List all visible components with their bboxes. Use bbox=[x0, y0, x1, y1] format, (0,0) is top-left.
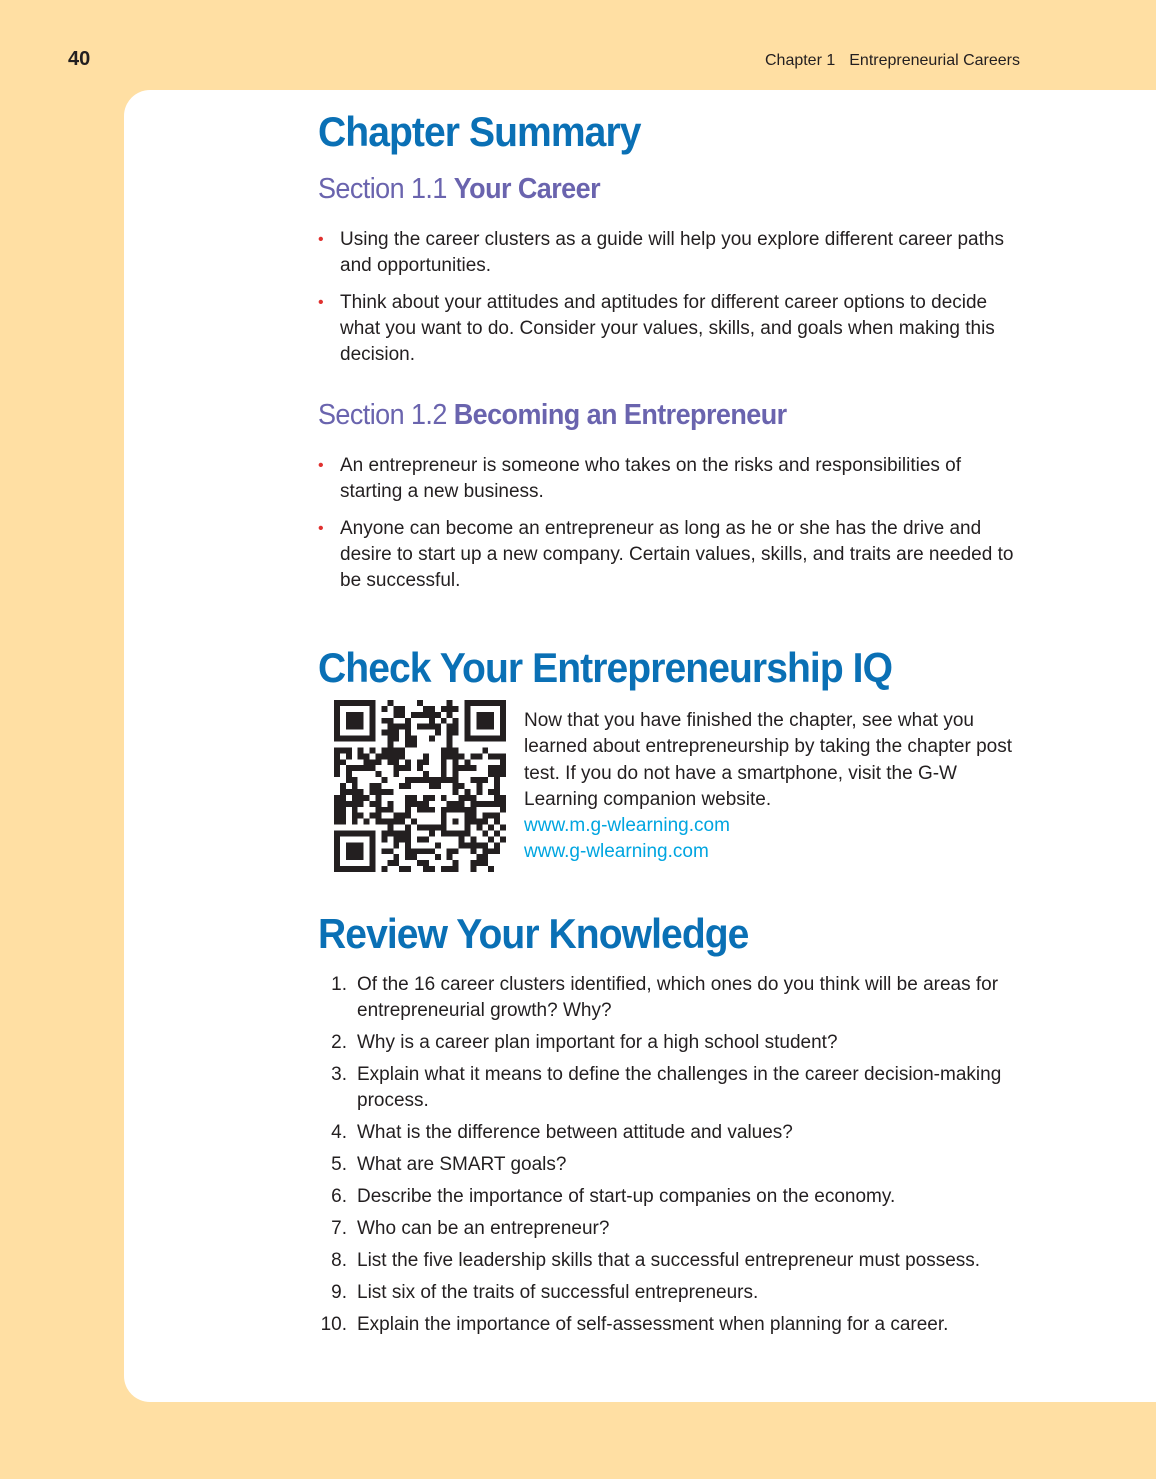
running-head bbox=[765, 52, 1020, 70]
question-number: 2. bbox=[331, 1032, 347, 1053]
list-item bbox=[318, 516, 1018, 594]
review-question bbox=[318, 1184, 1018, 1210]
review-question bbox=[318, 1248, 1018, 1274]
question-number: 7. bbox=[331, 1218, 347, 1239]
section-prefix: Section 1.1 bbox=[318, 173, 447, 205]
question-text: What is the difference between attitude and values? bbox=[357, 1122, 793, 1143]
mobile-website-link[interactable]: www.m.g-wlearning.com bbox=[524, 815, 730, 837]
question-number: 9. bbox=[331, 1282, 347, 1303]
bullet-icon: • bbox=[318, 457, 324, 474]
bullet-icon: • bbox=[318, 294, 324, 311]
question-number: 8. bbox=[331, 1250, 347, 1271]
question-text: List six of the traits of successful entrepreneurs. bbox=[357, 1282, 759, 1303]
review-question bbox=[318, 972, 1018, 1024]
review-question bbox=[318, 1120, 1018, 1146]
question-text: Who can be an entrepreneur? bbox=[357, 1218, 610, 1239]
question-number: 3. bbox=[331, 1064, 347, 1085]
question-number: 1. bbox=[331, 974, 347, 995]
bullet-text: Using the career clusters as a guide will help you explore different career paths and opportunities. bbox=[340, 229, 1004, 276]
question-text: List the five leadership skills that a successful entrepreneur must possess. bbox=[357, 1250, 981, 1271]
chapter-summary-heading: Chapter Summary bbox=[318, 108, 641, 155]
companion-website-link[interactable]: www.g-wlearning.com bbox=[524, 841, 709, 863]
review-question bbox=[318, 1152, 1018, 1178]
page-number: 40 bbox=[68, 48, 91, 70]
review-question bbox=[318, 1030, 1018, 1056]
list-item bbox=[318, 290, 1018, 368]
bullet-icon: • bbox=[318, 520, 324, 537]
section-prefix: Section 1.2 bbox=[318, 399, 447, 431]
review-question bbox=[318, 1312, 1018, 1338]
question-number: 6. bbox=[331, 1186, 347, 1207]
bullet-icon: • bbox=[318, 231, 324, 248]
section-1-1-heading bbox=[318, 173, 600, 206]
section-title: Your Career bbox=[453, 173, 601, 205]
list-item bbox=[318, 453, 1018, 505]
question-text: Why is a career plan important for a high school student? bbox=[357, 1032, 838, 1053]
section-1-2-bullets bbox=[318, 453, 1018, 605]
list-item bbox=[318, 227, 1018, 279]
iq-description bbox=[524, 708, 1018, 866]
review-question bbox=[318, 1280, 1018, 1306]
review-knowledge-heading: Review Your Knowledge bbox=[318, 910, 749, 957]
question-number: 10. bbox=[320, 1314, 347, 1335]
bullet-text: An entrepreneur is someone who takes on the risks and responsibilities of starting a new business. bbox=[340, 455, 962, 502]
section-title: Becoming an Entrepreneur bbox=[453, 399, 787, 431]
iq-text: Now that you have finished the chapter, see what you learned about entrepreneurship by taking the chapter post test. If you do not have a smartphone, visit the G-W Learning companion website. bbox=[524, 710, 1012, 810]
question-number: 4. bbox=[331, 1122, 347, 1143]
qr-code-icon[interactable] bbox=[334, 700, 506, 872]
question-text: What are SMART goals? bbox=[357, 1154, 567, 1175]
question-text: Of the 16 career clusters identified, which ones do you think will be areas for entrepreneurial growth? Why? bbox=[357, 974, 999, 1021]
section-1-1-bullets bbox=[318, 227, 1018, 379]
chapter-title: Entrepreneurial Careers bbox=[849, 52, 1020, 69]
question-text: Describe the importance of start-up companies on the economy. bbox=[357, 1186, 896, 1207]
section-1-2-heading bbox=[318, 399, 787, 432]
question-number: 5. bbox=[331, 1154, 347, 1175]
review-questions bbox=[318, 972, 1018, 1344]
question-text: Explain the importance of self-assessment when planning for a career. bbox=[357, 1314, 949, 1335]
chapter-label: Chapter 1 bbox=[764, 52, 836, 69]
bullet-text: Think about your attitudes and aptitudes for different career options to decide what you want to do. Consider your values, skills, and goals when making this decision. bbox=[340, 292, 995, 365]
check-iq-heading: Check Your Entrepreneurship IQ bbox=[318, 644, 893, 691]
question-text: Explain what it means to define the challenges in the career decision-making process. bbox=[357, 1064, 1002, 1111]
bullet-text: Anyone can become an entrepreneur as long as he or she has the drive and desire to start up a new company. Certain values, skills, and traits are needed to be successful. bbox=[340, 518, 1014, 591]
review-question bbox=[318, 1062, 1018, 1114]
review-question bbox=[318, 1216, 1018, 1242]
